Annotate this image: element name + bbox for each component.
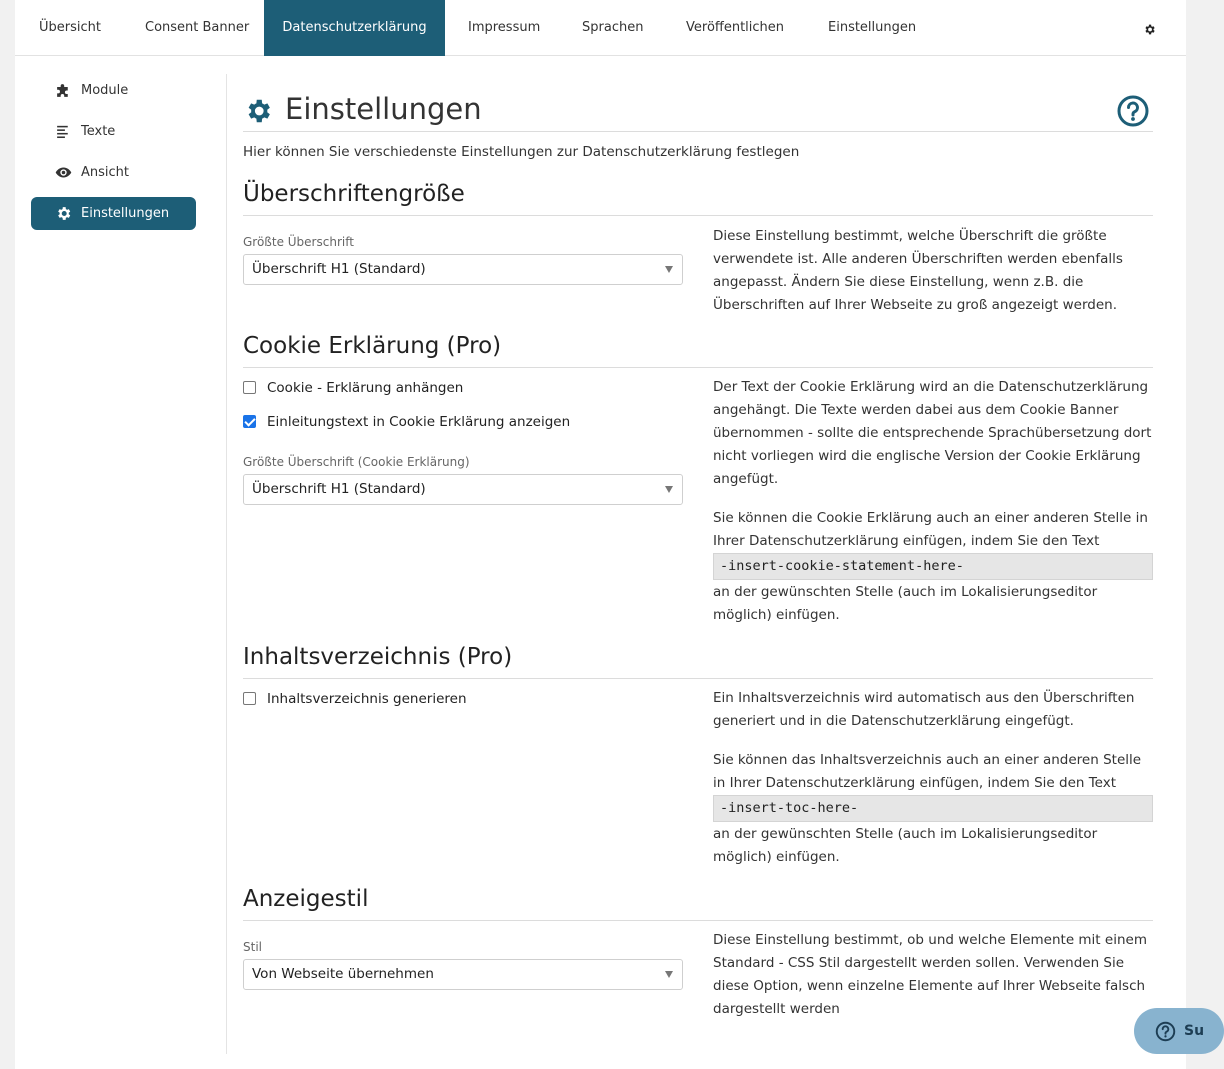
sidebar-item-label: Texte	[81, 124, 116, 139]
field-label: Größte Überschrift (Cookie Erklärung)	[243, 455, 470, 469]
section-title-heading-size: Überschriftengröße	[243, 181, 465, 207]
page-title	[243, 92, 1153, 132]
divider	[243, 131, 1153, 132]
sidebar-item-label: Einstellungen	[81, 206, 170, 221]
heading-size-select[interactable]	[243, 254, 683, 285]
main-content	[243, 0, 1153, 1069]
section-description: Der Text der Cookie Erklärung wird an die Datenschutzerklärung angehängt. Die Texte werden dabei aus dem Cookie Banner übernommen - sollte die entsprechende Sprachübersetzung dort nicht vorliegen wird die englische Version der Cookie Erklärung angefügt.	[713, 379, 1152, 487]
select-value: Überschrift H1 (Standard)	[252, 481, 426, 497]
tab-impressum[interactable]: Impressum	[468, 20, 541, 35]
cookie-append-checkbox[interactable]	[243, 381, 256, 394]
sidebar-item-texte[interactable]	[31, 115, 196, 148]
align-left-icon	[55, 123, 72, 140]
sidebar-item-ansicht[interactable]	[31, 156, 196, 189]
select-value: Von Webseite übernehmen	[252, 966, 434, 982]
page-intro: Hier können Sie verschiedenste Einstellungen zur Datenschutzerklärung festlegen	[243, 144, 800, 160]
cookie-heading-size-select[interactable]	[243, 474, 683, 505]
code-snippet[interactable]: -insert-toc-here-	[713, 795, 1153, 822]
section-description: an der gewünschten Stelle (auch im Lokalisierungseditor möglich) einfügen.	[713, 584, 1098, 623]
tab-datenschutzerklaerung[interactable]: Datenschutzerklärung	[264, 0, 445, 56]
caret-down-icon	[665, 486, 673, 493]
style-select[interactable]	[243, 959, 683, 990]
puzzle-icon	[55, 82, 72, 99]
section-description: Diese Einstellung bestimmt, welche Überschrift die größte verwendete ist. Alle anderen Überschriften werden ebenfalls angepasst. Ändern Sie diese Einstellung, wenn z.B. die Überschriften auf Ihrer Webseite zu groß angezeigt werden.	[713, 228, 1123, 313]
sidebar-item-einstellungen[interactable]	[31, 197, 196, 230]
section-title-cookie: Cookie Erklärung (Pro)	[243, 333, 502, 359]
section-description: Sie können die Cookie Erklärung auch an einer anderen Stelle in Ihrer Datenschutzerklärung einfügen, indem Sie den Text	[713, 510, 1148, 549]
toc-generate-checkbox[interactable]	[243, 692, 256, 705]
field-label: Größte Überschrift	[243, 235, 354, 249]
question-circle-icon	[1155, 1021, 1176, 1042]
app-frame	[15, 0, 1186, 1069]
support-button[interactable]	[1134, 1008, 1224, 1054]
checkbox-label: Cookie - Erklärung anhängen	[267, 380, 464, 396]
section-title-style: Anzeigestil	[243, 886, 369, 912]
tab-veroeffentlichen[interactable]: Veröffentlichen	[686, 20, 785, 35]
section-title-toc: Inhaltsverzeichnis (Pro)	[243, 644, 513, 670]
section-description: Ein Inhaltsverzeichnis wird automatisch aus den Überschriften generiert und in die Datenschutzerklärung eingefügt.	[713, 690, 1135, 729]
divider	[243, 678, 1153, 679]
caret-down-icon	[665, 971, 673, 978]
divider	[243, 367, 1153, 368]
checkbox-label: Inhaltsverzeichnis generieren	[267, 691, 467, 707]
tab-sprachen[interactable]: Sprachen	[582, 20, 644, 35]
section-description: Diese Einstellung bestimmt, ob und welche Elemente mit einem Standard - CSS Stil dargestellt werden sollen. Verwenden Sie diese Option, wenn einzelne Elemente auf Ihrer Webseite falsch dargestellt werden	[713, 932, 1147, 1017]
page-title-text: Einstellungen	[285, 92, 482, 126]
eye-icon	[55, 164, 72, 181]
caret-down-icon	[665, 266, 673, 273]
gear-icon	[55, 205, 72, 222]
divider	[243, 920, 1153, 921]
section-description: an der gewünschten Stelle (auch im Lokalisierungseditor möglich) einfügen.	[713, 826, 1098, 865]
support-label: Su	[1184, 1023, 1205, 1039]
sidebar-item-label: Ansicht	[81, 165, 130, 180]
question-circle-icon[interactable]	[1117, 95, 1149, 127]
sidebar	[31, 74, 196, 238]
checkbox-label: Einleitungstext in Cookie Erklärung anzeigen	[267, 414, 571, 430]
gear-icon	[243, 96, 273, 126]
field-label: Stil	[243, 940, 262, 954]
sidebar-item-label: Module	[81, 83, 129, 98]
sidebar-divider	[226, 74, 227, 1054]
tab-consent-banner[interactable]: Consent Banner	[145, 20, 250, 35]
cookie-intro-checkbox[interactable]	[243, 415, 256, 428]
select-value: Überschrift H1 (Standard)	[252, 261, 426, 277]
section-description: Sie können das Inhaltsverzeichnis auch an einer anderen Stelle in Ihrer Datenschutzerklärung einfügen, indem Sie den Text	[713, 752, 1142, 791]
tab-einstellungen[interactable]: Einstellungen	[828, 20, 917, 35]
code-snippet[interactable]: -insert-cookie-statement-here-	[713, 553, 1153, 580]
tab-uebersicht[interactable]: Übersicht	[39, 20, 101, 35]
divider	[243, 215, 1153, 216]
sidebar-item-module[interactable]	[31, 74, 196, 107]
